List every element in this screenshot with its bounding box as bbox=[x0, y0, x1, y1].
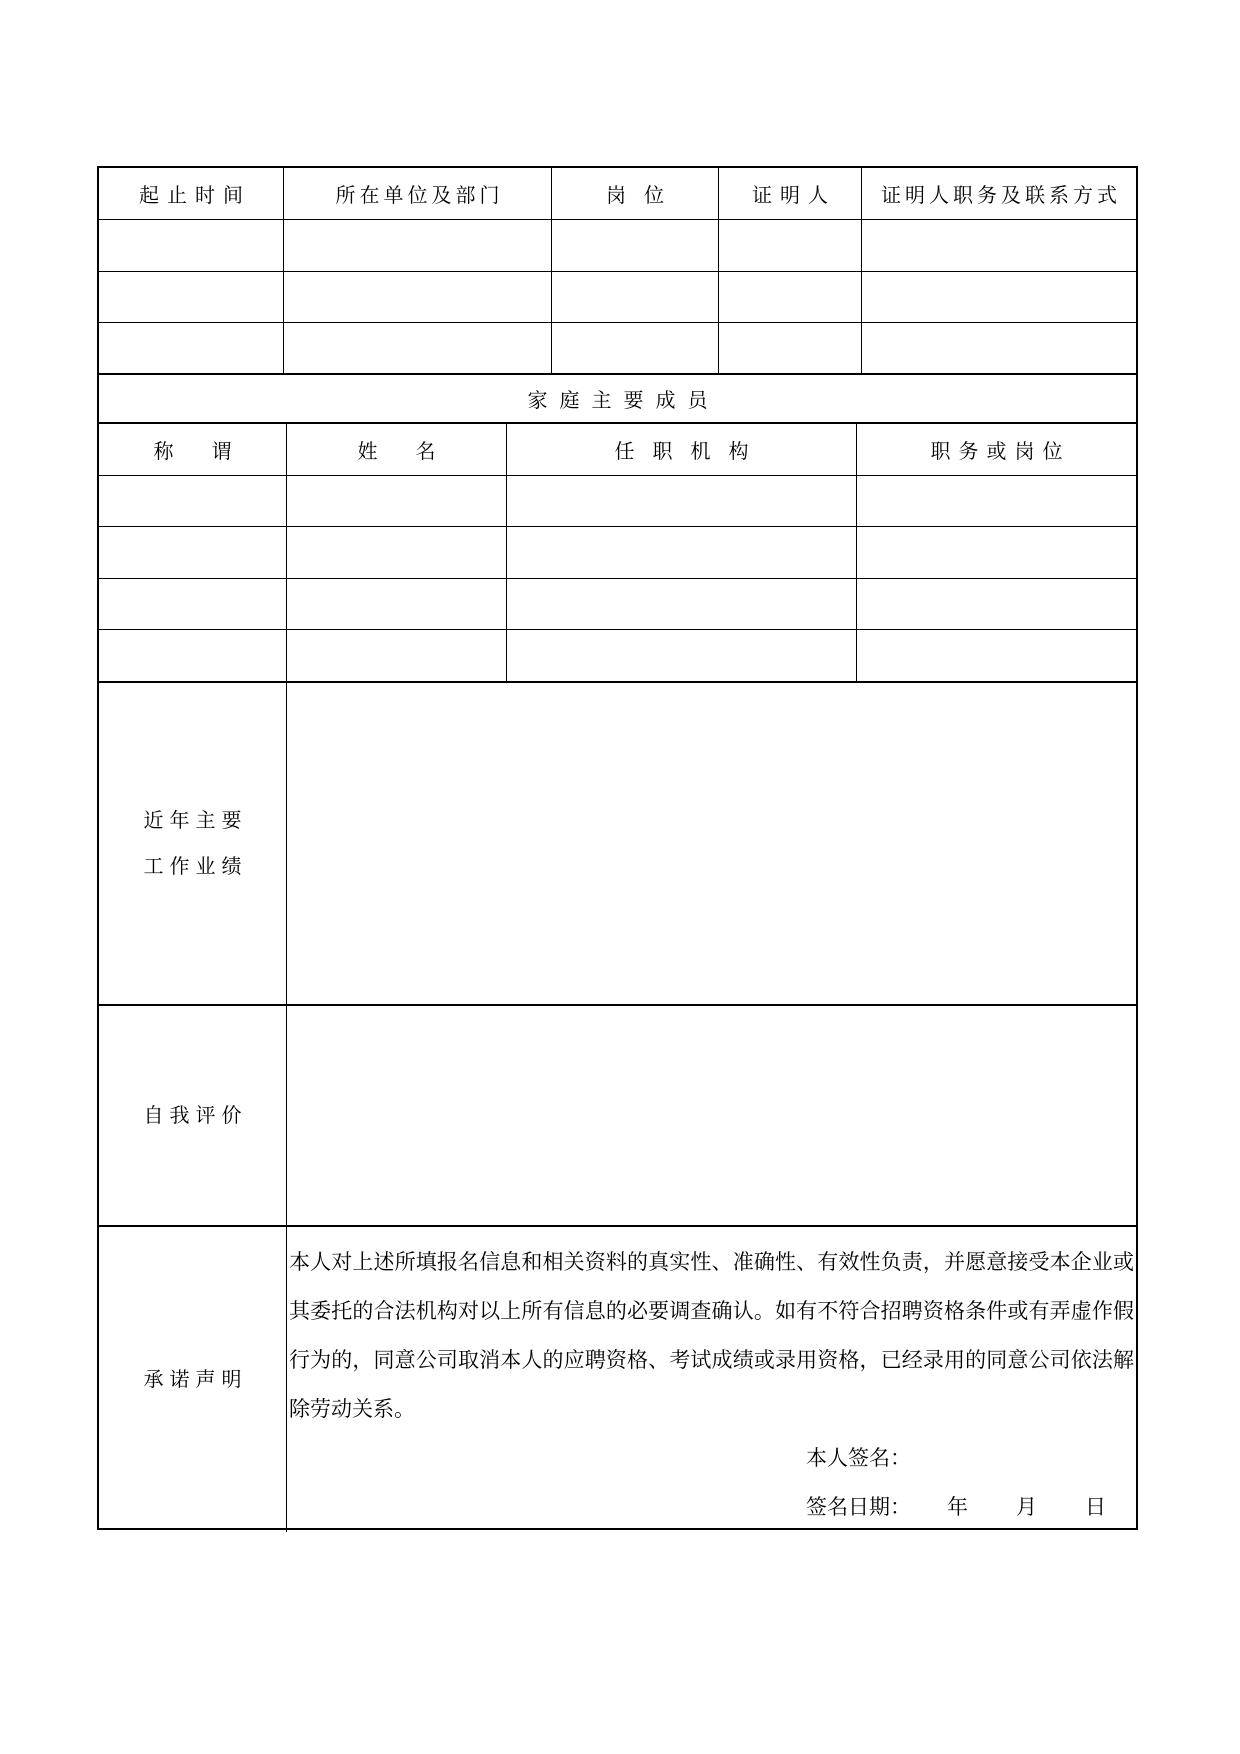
family-member-cell[interactable] bbox=[857, 578, 1136, 629]
commitment-content bbox=[287, 1227, 1136, 1532]
self-evaluation-label: 自我评价 bbox=[99, 1006, 287, 1225]
work-history-cell[interactable] bbox=[862, 271, 1136, 322]
achievements-section bbox=[99, 681, 1136, 1004]
family-member-cell[interactable] bbox=[857, 526, 1136, 578]
date-unit-month: 月 bbox=[1016, 1495, 1037, 1519]
family-header-name: 姓名 bbox=[287, 424, 507, 475]
signature-label: 本人签名： bbox=[806, 1446, 911, 1470]
date-unit-day: 日 bbox=[1085, 1495, 1106, 1519]
work-history-cell[interactable] bbox=[552, 219, 719, 271]
work-history-cell[interactable] bbox=[552, 322, 719, 373]
family-header-relation: 称谓 bbox=[99, 424, 287, 475]
work-history-cell[interactable] bbox=[719, 271, 862, 322]
family-member-cell[interactable] bbox=[507, 578, 857, 629]
work-history-cell[interactable] bbox=[99, 271, 284, 322]
application-form bbox=[97, 166, 1138, 1530]
date-unit-year: 年 bbox=[947, 1495, 968, 1519]
work-history-cell[interactable] bbox=[719, 219, 862, 271]
work-history-table bbox=[99, 168, 1136, 373]
family-member-cell[interactable] bbox=[99, 578, 287, 629]
family-member-cell[interactable] bbox=[287, 526, 507, 578]
family-member-cell[interactable] bbox=[287, 475, 507, 526]
work-header-employer-department: 所在单位及部门 bbox=[284, 168, 552, 219]
family-member-cell[interactable] bbox=[857, 475, 1136, 526]
family-member-cell[interactable] bbox=[99, 629, 287, 681]
family-member-cell[interactable] bbox=[507, 475, 857, 526]
signature-line bbox=[287, 1434, 1136, 1483]
self-evaluation-section bbox=[99, 1004, 1136, 1225]
family-header-organization: 任职机构 bbox=[507, 424, 857, 475]
work-history-cell[interactable] bbox=[719, 322, 862, 373]
work-history-cell[interactable] bbox=[552, 271, 719, 322]
work-header-reference: 证明人 bbox=[719, 168, 862, 219]
signature-date-line bbox=[287, 1483, 1136, 1532]
family-members-table bbox=[99, 424, 1136, 681]
work-header-position: 岗位 bbox=[552, 168, 719, 219]
family-member-cell[interactable] bbox=[287, 629, 507, 681]
work-header-reference-title-contact: 证明人职务及联系方式 bbox=[881, 185, 1121, 207]
achievements-label: 近年主要 工作业绩 bbox=[99, 683, 287, 1004]
family-member-cell[interactable] bbox=[99, 526, 287, 578]
commitment-label: 承诺声明 bbox=[99, 1227, 287, 1532]
date-label: 签名日期： bbox=[806, 1495, 911, 1519]
commitment-section bbox=[99, 1225, 1136, 1528]
work-history-cell[interactable] bbox=[284, 322, 552, 373]
commitment-statement: 本人对上述所填报名信息和相关资料的真实性、准确性、有效性负责，并愿意接受本企业或其委托的合法机构对以上所有信息的必要调查确认。如有不符合招聘资格条件或有弄虚作假行为的，同意公司取消本人的应聘资格、考试成绩或录用资格，已经录用的同意公司依法解除劳动关系。 bbox=[289, 1250, 1134, 1421]
family-member-cell[interactable] bbox=[287, 578, 507, 629]
family-member-cell[interactable] bbox=[99, 475, 287, 526]
family-members-banner: 家庭主要成员 bbox=[99, 373, 1136, 424]
work-history-cell[interactable] bbox=[862, 322, 1136, 373]
family-member-cell[interactable] bbox=[507, 526, 857, 578]
work-history-cell[interactable] bbox=[99, 219, 284, 271]
achievements-input-area[interactable] bbox=[287, 683, 1136, 1004]
family-member-cell[interactable] bbox=[507, 629, 857, 681]
work-history-cell[interactable] bbox=[284, 271, 552, 322]
work-history-cell[interactable] bbox=[284, 219, 552, 271]
self-evaluation-input-area[interactable] bbox=[287, 1006, 1136, 1225]
work-header-period: 起止时间 bbox=[99, 168, 284, 219]
family-member-cell[interactable] bbox=[857, 629, 1136, 681]
work-history-cell[interactable] bbox=[862, 219, 1136, 271]
work-history-cell[interactable] bbox=[99, 322, 284, 373]
family-header-position: 职务或岗位 bbox=[930, 441, 1071, 463]
